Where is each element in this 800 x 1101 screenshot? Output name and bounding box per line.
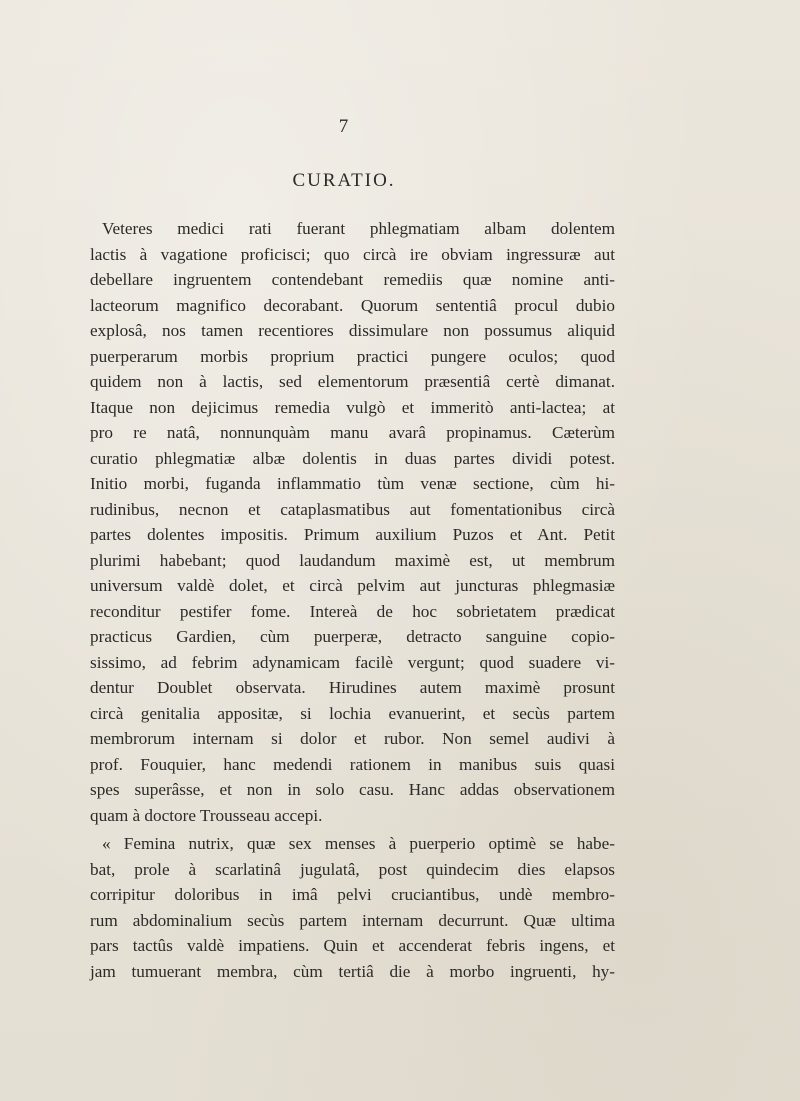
text-line: pro re natâ, nonnunquàm manu avarâ propinamus. Cæterùm bbox=[90, 423, 615, 442]
text-line: pars tactûs valdè impatiens. Quin et accenderat febris ingens, et bbox=[90, 936, 615, 955]
text-line: bat, prole à scarlatinâ jugulatâ, post quindecim dies elapsos bbox=[90, 859, 615, 879]
text-line: circà genitalia appositæ, si lochia evanuerint, et secùs partem bbox=[90, 703, 615, 723]
text-line: practicus Gardien, cùm puerperæ, detracto sanguine copio- bbox=[90, 627, 615, 646]
text-line: Initio morbi, fuganda inflammatio tùm venæ sectione, cùm hi- bbox=[90, 474, 615, 493]
text-line: jam tumuerant membra, cùm tertiâ die à morbo ingruenti, hy- bbox=[90, 961, 615, 981]
text-line: lactis à vagatione proficisci; quo circà ire obviam ingressuræ aut bbox=[90, 244, 615, 264]
text-line: dentur Doublet observata. Hirudines autem maximè prosunt bbox=[90, 678, 615, 697]
text-line: explosâ, nos tamen recentiores dissimulare non possumus aliquid bbox=[90, 321, 615, 340]
text-line: rum abdominalium secùs partem internam decurrunt. Quæ ultima bbox=[90, 910, 615, 930]
text-line: rudinibus, necnon et cataplasmatibus aut fomentationibus circà bbox=[90, 499, 615, 519]
text-line: lacteorum magnifico decorabant. Quorum sententiâ procul dubio bbox=[90, 295, 615, 315]
text-line: partes dolentes impositis. Primum auxilium Puzos et Ant. Petit bbox=[90, 525, 615, 544]
text-line: prof. Fouquier, hanc medendi rationem in manibus suis quasi bbox=[90, 754, 615, 774]
body-text bbox=[90, 216, 615, 984]
text-line: reconditur pestifer fome. Intereà de hoc sobrietatem prædicat bbox=[90, 601, 615, 621]
text-line: quam à doctore Trousseau accepi. bbox=[90, 805, 323, 825]
text-line: spes superâsse, et non in solo casu. Hanc addas observationem bbox=[90, 780, 615, 799]
section-title: CURATIO. bbox=[292, 170, 396, 191]
text-line: debellare ingruentem contendebant remediis quæ nomine anti- bbox=[90, 270, 615, 289]
text-line: membrorum internam si dolor et rubor. Non semel audivi à bbox=[90, 729, 615, 748]
text-line: Itaque non dejicimus remedia vulgò et immeritò anti-lactea; at bbox=[90, 397, 615, 417]
text-line: « Femina nutrix, quæ sex menses à puerperio optimè se habe- bbox=[102, 834, 615, 853]
text-line: universum valdè dolet, et circà pelvim aut juncturas phlegmasiæ bbox=[90, 576, 615, 595]
text-line: curatio phlegmatiæ albæ dolentis in duas partes dividi potest. bbox=[90, 448, 615, 468]
text-line: plurimi habebant; quod laudandum maximè est, ut membrum bbox=[90, 550, 615, 570]
page-number: 7 bbox=[338, 116, 350, 137]
text-line: quidem non à lactis, sed elementorum præsentiâ certè dimanat. bbox=[90, 372, 615, 391]
text-line: puerperarum morbis proprium practici pungere oculos; quod bbox=[90, 346, 615, 366]
text-line: corripitur doloribus in imâ pelvi cruciantibus, undè membro- bbox=[90, 885, 615, 904]
text-line: sissimo, ad febrim adynamicam facilè vergunt; quod suadere vi- bbox=[90, 652, 615, 672]
text-line: Veteres medici rati fuerant phlegmatiam albam dolentem bbox=[102, 219, 615, 238]
